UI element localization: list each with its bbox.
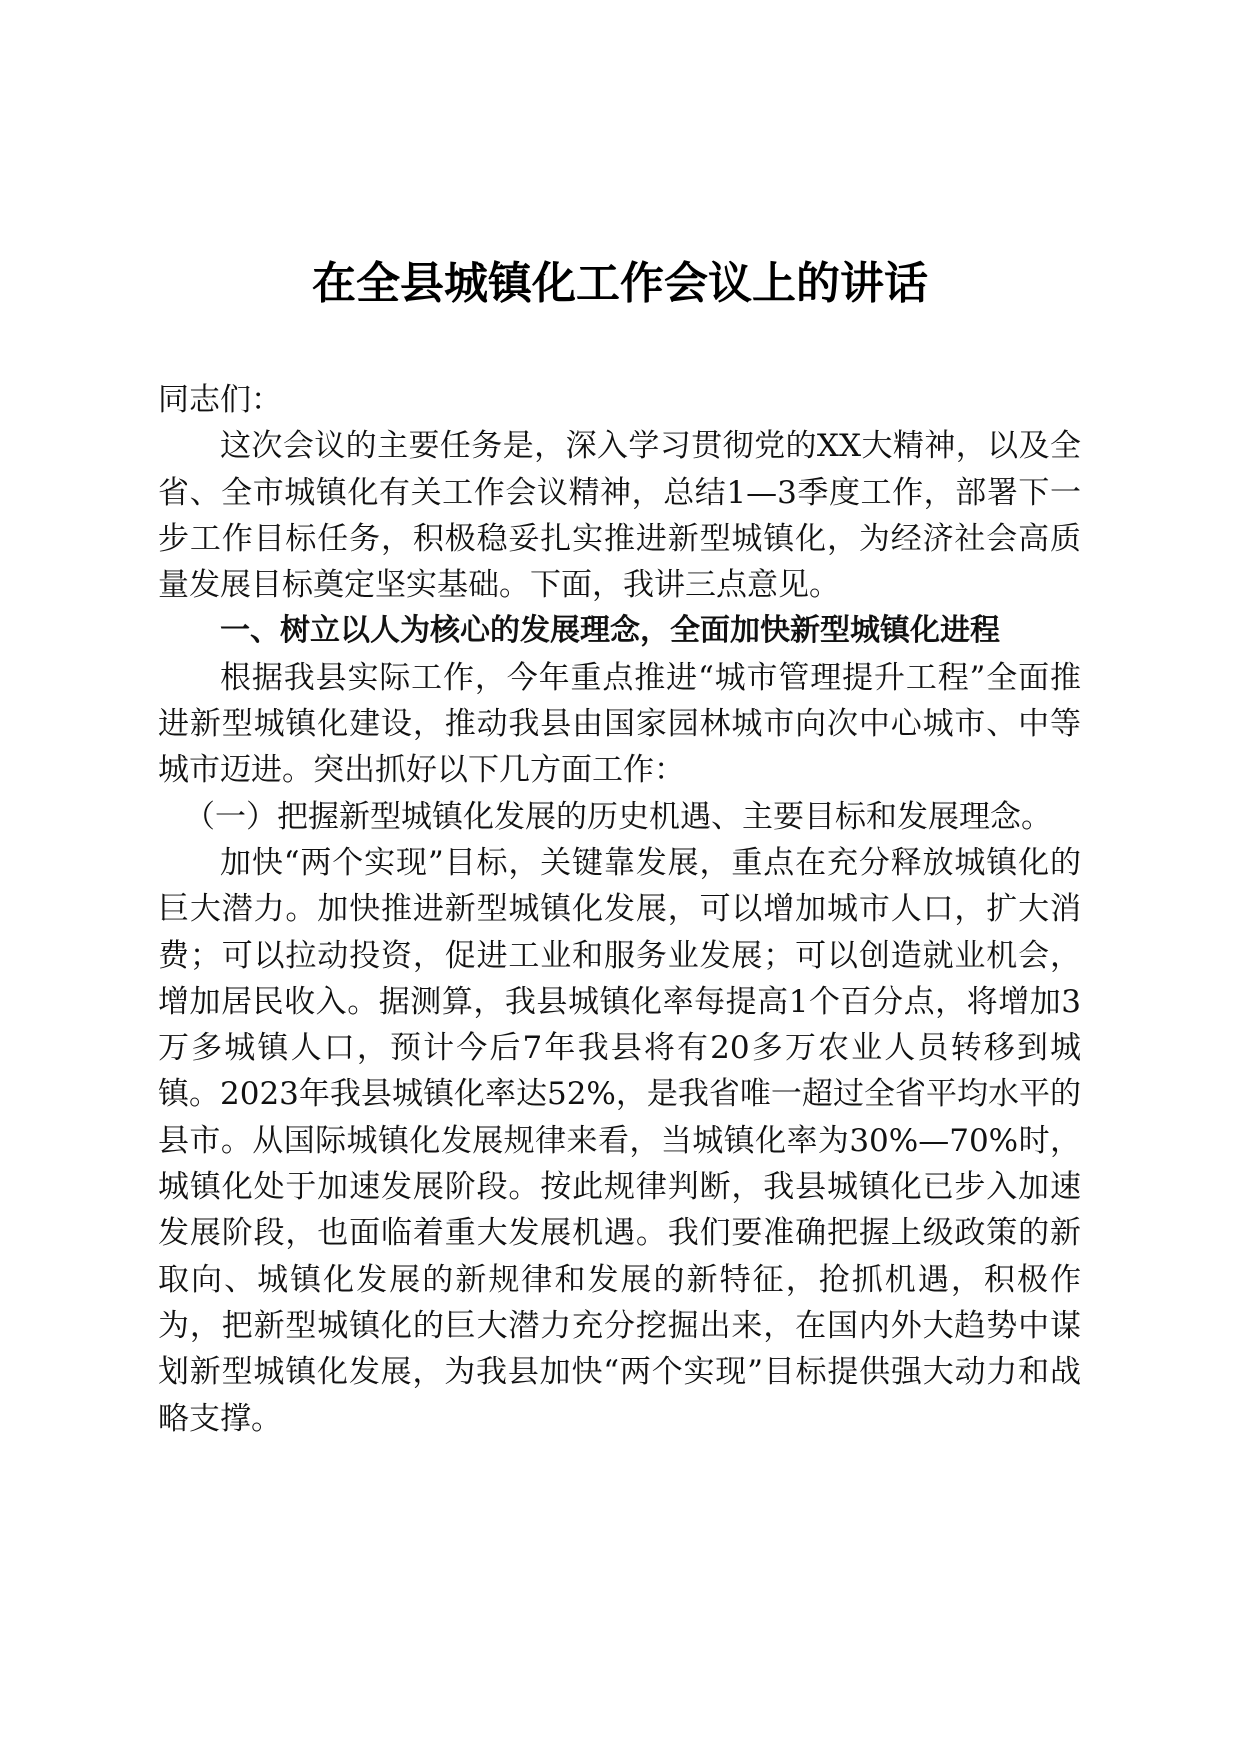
document-body [158, 377, 1081, 1442]
salutation: 同志们： [158, 382, 282, 418]
subheading-1: （一）把握新型城镇化发展的历史机遇、主要目标和发展理念。 [184, 798, 1052, 835]
paragraph-2: 加快“两个实现”目标，关键靠发展，重点在充分释放城镇化的巨大潜力。加快推进新型城镇化发展，可以增加城市人口，扩大消费；可以拉动投资，促进工业和服务业发展；可以创造就业机会，增加居民收入。据测算，我县城镇化率每提高1个百分点，将增加3万多城镇人口，预计今后7年我县将有20多万农业人员转移到城镇。2023年我县城镇化率达52%，是我省唯一超过全省平均水平的县市。从国际城镇化发展规律来看，当城镇化率为30%—70%时，城镇化处于加速发展阶段。按此规律判断，我县城镇化已步入加速发展阶段，也面临着重大发展机遇。我们要准确把握上级政策的新取向、城镇化发展的新规律和发展的新特征，抢抓机遇，积极作为，把新型城镇化的巨大潜力充分挖掘出来，在国内外大趋势中谋划新型城镇化发展，为我县加快“两个实现”目标提供强大动力和战略支撑。 [158, 844, 1081, 1437]
paragraph-1: 根据我县实际工作，今年重点推进“城市管理提升工程”全面推进新型城镇化建设，推动我县由国家园林城市向次中心城市、中等城市迈进。突出抓好以下几方面工作： [158, 659, 1081, 789]
intro-paragraph: 这次会议的主要任务是，深入学习贯彻党的XX大精神，以及全省、全市城镇化有关工作会议精神，总结1—3季度工作，部署下一步工作目标任务，积极稳妥扎实推进新型城镇化，为经济社会高质量发展目标奠定坚实基础。下面，我讲三点意见。 [158, 428, 1081, 604]
document-title: 在全县城镇化工作会议上的讲话 [312, 258, 928, 309]
section-heading-1: 一、树立以人为核心的发展理念，全面加快新型城镇化进程 [220, 613, 1000, 649]
